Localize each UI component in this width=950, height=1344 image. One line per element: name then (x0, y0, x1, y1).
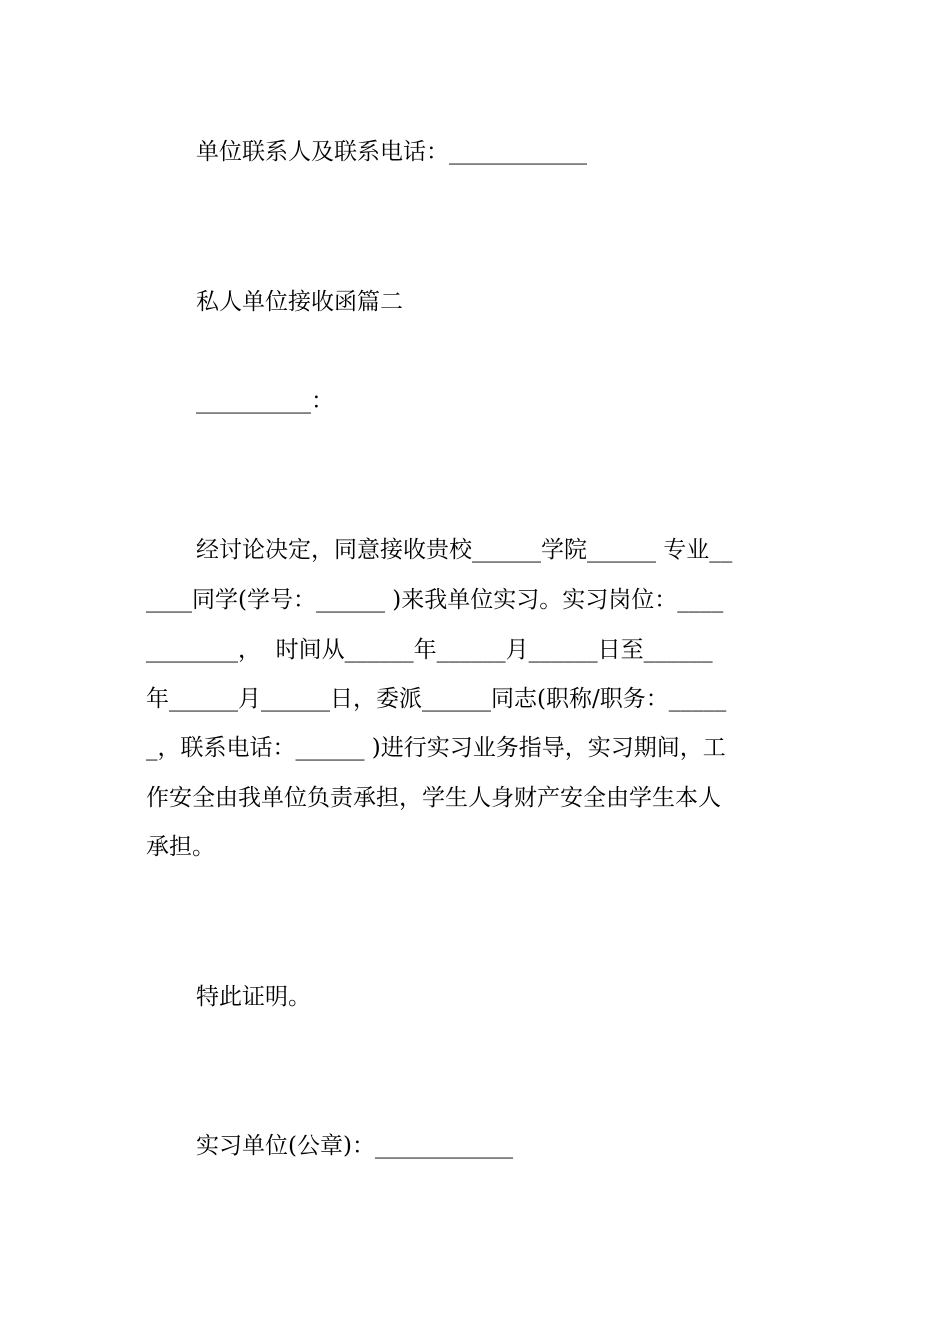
signature-line: 实习单位(公章)：____________ (196, 1133, 513, 1159)
body-line: ________， 时间从______年______月______日至______ (146, 637, 713, 663)
body-line: 承担。 (146, 834, 215, 860)
body-line: 经讨论决定，同意接收贵校______学院______ 专业__ (196, 537, 733, 563)
section-title: 私人单位接收函篇二 (196, 289, 403, 315)
contact-line: 单位联系人及联系电话：____________ (196, 139, 587, 165)
body-line: 年______月______日，委派______同志(职称/职务：_____ (146, 686, 727, 712)
body-line: _，联系电话：______ )进行实习业务指导，实习期间，工 (146, 735, 726, 761)
salutation: __________： (196, 388, 334, 414)
closing: 特此证明。 (196, 984, 311, 1010)
body-line: 作安全由我单位负责承担，学生人身财产安全由学生本人 (146, 785, 721, 811)
body-line: ____同学(学号：______ )来我单位实习。实习岗位：____ (146, 587, 724, 613)
